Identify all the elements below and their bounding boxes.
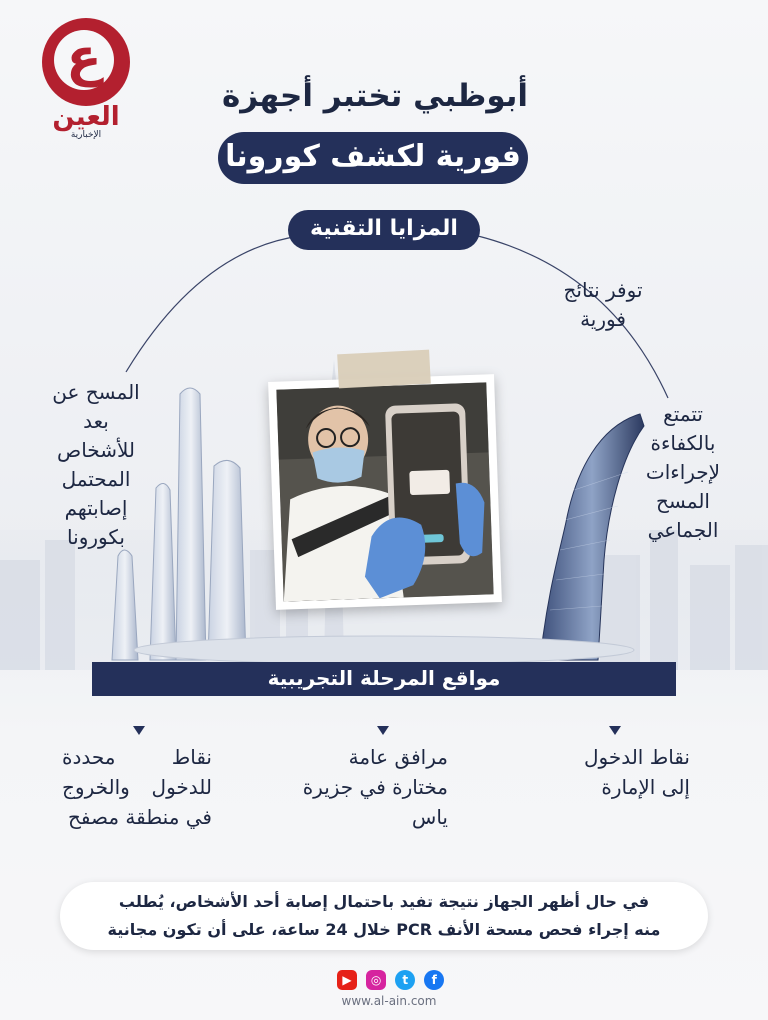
- pcr-note-text: [80, 888, 688, 944]
- feature-instant-results: توفر نتائج فورية: [563, 278, 643, 331]
- instagram-icon[interactable]: ◎: [366, 970, 386, 990]
- pcr-note-line1: في حال أظهر الجهاز نتيجة تفيد باحتمال إصابة أحد الأشخاص، يُطلب: [118, 892, 650, 911]
- facebook-icon[interactable]: f: [424, 970, 444, 990]
- pointer-triangle-icon: [377, 726, 389, 735]
- trial-site-emirate-entry: نقاط الدخول إلى الإمارة: [583, 745, 690, 799]
- pointer-triangle-icon: [609, 726, 621, 735]
- trial-site-yas-island: مرافق عامة مختارة في جزيرة ياس: [302, 745, 448, 829]
- photo-tape: [337, 350, 431, 389]
- social-links: [335, 970, 446, 992]
- twitter-icon[interactable]: t: [395, 970, 415, 990]
- features-heading: المزايا التقنية: [288, 210, 480, 250]
- pcr-note-line2: منه إجراء فحص مسحة الأنف PCR خلال 24 ساعة، على أن تكون مجانية: [107, 920, 661, 939]
- person-with-phone-illustration: [276, 382, 493, 601]
- page-title-line1: أبوظبي تختبر أجهزة: [221, 78, 529, 114]
- trial-sites-heading: مواقع المرحلة التجريبية: [92, 662, 676, 696]
- website-url[interactable]: www.al-ain.com: [341, 994, 437, 1008]
- logo-wordmark: العين: [52, 102, 120, 132]
- trial-site-musaffah: نقاط محددة للدخول والخروج في منطقة مصفح: [62, 745, 212, 829]
- device-photo: [268, 374, 502, 610]
- logo-tagline: الإخبارية: [70, 130, 102, 140]
- feature-remote-screening: المسح عن بعد للأشخاص المحتمل إصابتهم بكورونا: [52, 380, 140, 549]
- page-title-line2: فورية لكشف كورونا: [218, 132, 528, 184]
- al-ain-logo: [40, 18, 132, 143]
- logo-letter: ع: [66, 28, 102, 88]
- youtube-icon[interactable]: ▶: [337, 970, 357, 990]
- pcr-note-box: [60, 882, 708, 950]
- pointer-triangle-icon: [133, 726, 145, 735]
- feature-mass-screening: تتمتع بالكفاءة لإجراءات المسح الجماعي: [645, 402, 721, 542]
- device-photo-image: [276, 382, 493, 601]
